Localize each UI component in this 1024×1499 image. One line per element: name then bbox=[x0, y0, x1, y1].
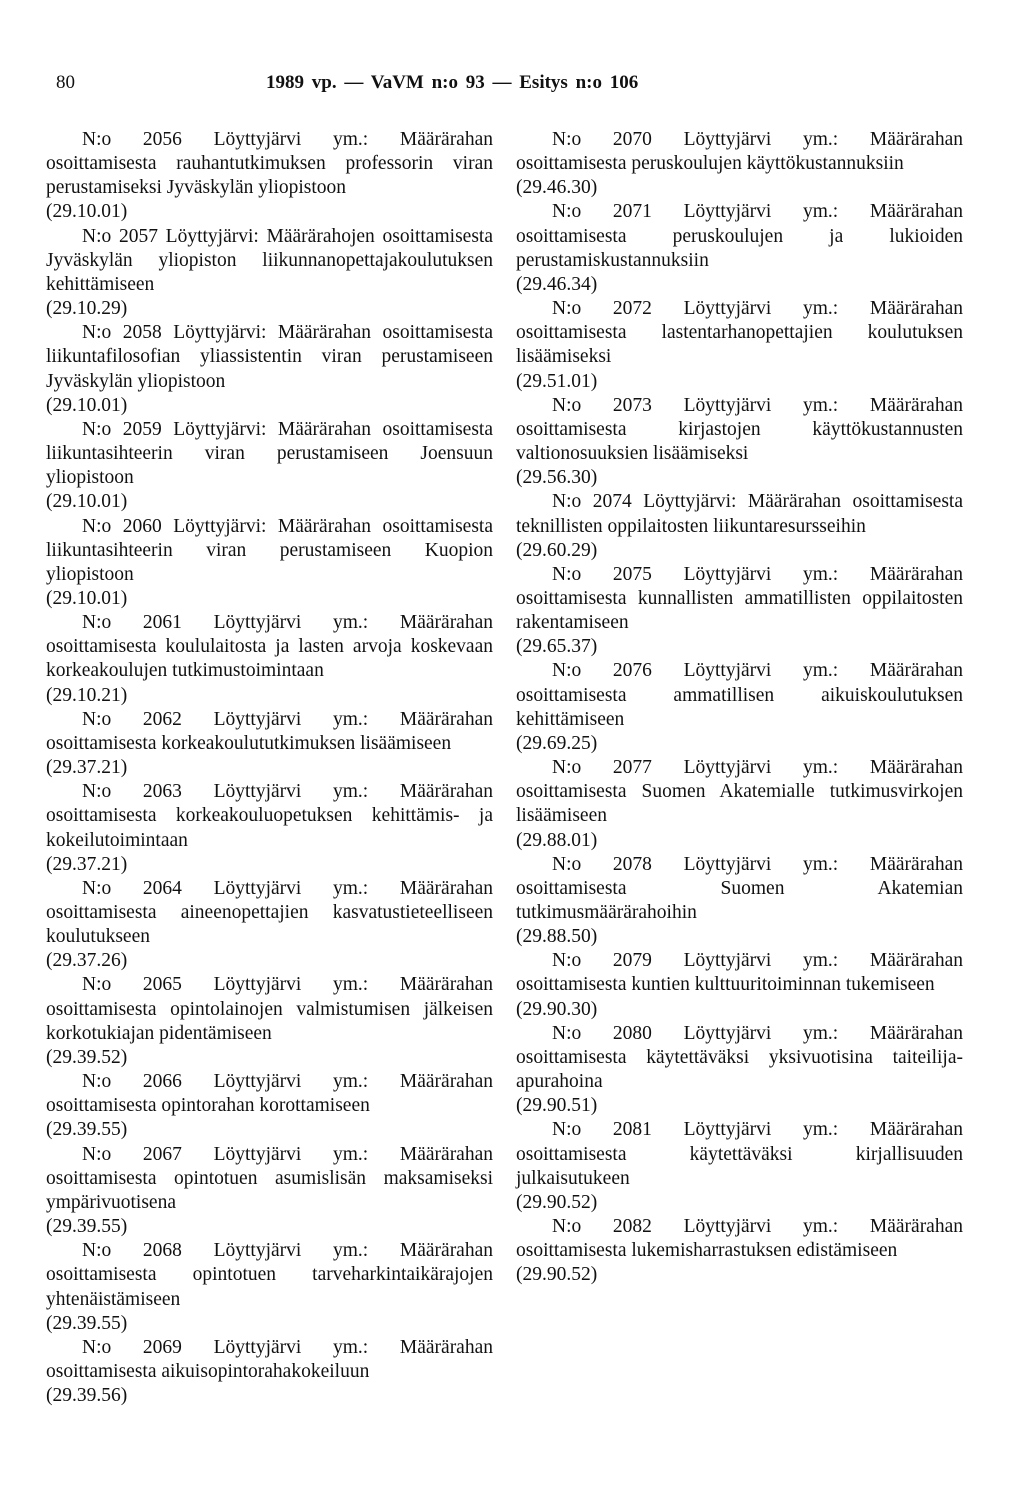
motion-entry bbox=[46, 321, 493, 418]
budget-reference: (29.56.30) bbox=[516, 467, 598, 489]
motion-text: N:o 2073 Löyttyjärvi ym.: Määrärahan osoittamisesta kirjastojen käyttökustannusten valtionosuuksien lisäämiseksi bbox=[516, 394, 963, 465]
motion-entry bbox=[46, 708, 493, 780]
budget-reference: (29.39.52) bbox=[46, 1046, 128, 1068]
motion-text: N:o 2069 Löyttyjärvi ym.: Määrärahan osoittamisesta aikuisopintorahakokeiluun bbox=[46, 1336, 493, 1382]
motion-text: N:o 2067 Löyttyjärvi ym.: Määrärahan osoittamisesta opintotuen asumislisän maksamiseksi ympärivuotisena bbox=[46, 1143, 493, 1213]
motion-entry bbox=[516, 490, 963, 562]
budget-reference: (29.39.55) bbox=[46, 1312, 128, 1334]
budget-reference: (29.90.52) bbox=[516, 1191, 598, 1213]
budget-reference: (29.37.21) bbox=[46, 757, 128, 779]
budget-reference: (29.39.55) bbox=[46, 1119, 128, 1141]
budget-reference: (29.37.26) bbox=[46, 950, 128, 972]
motion-text: N:o 2061 Löyttyjärvi ym.: Määrärahan osoittamisesta koululaitosta ja lasten arvoja koskevaan korkeakoulujen tutkimustoimintaan bbox=[46, 612, 493, 682]
motion-entry bbox=[46, 128, 493, 225]
motion-text: N:o 2082 Löyttyjärvi ym.: Määrärahan osoittamisesta lukemisharrastuksen edistämiseen bbox=[516, 1216, 963, 1262]
motion-text: N:o 2065 Löyttyjärvi ym.: Määrärahan osoittamisesta opintolainojen valmistumisen jälkeisen korkotukiajan pidentämiseen bbox=[46, 974, 493, 1044]
motion-entry bbox=[516, 128, 963, 200]
motion-entry bbox=[46, 877, 493, 974]
motion-text: N:o 2070 Löyttyjärvi ym.: Määrärahan osoittamisesta peruskoulujen käyttökustannuksiin bbox=[516, 129, 963, 175]
budget-reference: (29.37.21) bbox=[46, 853, 128, 875]
budget-reference: (29.10.01) bbox=[46, 201, 128, 223]
budget-reference: (29.65.37) bbox=[516, 636, 598, 658]
right-column bbox=[516, 128, 963, 1288]
motion-text: N:o 2079 Löyttyjärvi ym.: Määrärahan osoittamisesta kuntien kulttuuritoiminnan tukemiseen bbox=[516, 950, 963, 996]
budget-reference: (29.88.01) bbox=[516, 829, 598, 851]
motion-text: N:o 2058 Löyttyjärvi: Määrärahan osoittamisesta liikuntafilosofian yliassistentin viran perustamiseen Jyväskylän yliopistoon bbox=[46, 322, 493, 392]
motion-entry bbox=[516, 563, 963, 660]
motion-entry bbox=[46, 418, 493, 515]
budget-reference: (29.10.01) bbox=[46, 394, 128, 416]
motion-text: N:o 2075 Löyttyjärvi ym.: Määrärahan osoittamisesta kunnallisten ammatillisten oppilaitosten rakentamiseen bbox=[516, 563, 963, 634]
motion-entry bbox=[46, 1239, 493, 1336]
motion-entry bbox=[46, 515, 493, 612]
motion-text: N:o 2068 Löyttyjärvi ym.: Määrärahan osoittamisesta opintotuen tarveharkintaikärajojen yhtenäistämiseen bbox=[46, 1240, 493, 1310]
motion-text: N:o 2081 Löyttyjärvi ym.: Määrärahan osoittamisesta käytettäväksi kirjallisuuden julkaisutukeen bbox=[516, 1119, 963, 1189]
budget-reference: (29.90.51) bbox=[516, 1095, 598, 1117]
motion-entry bbox=[516, 1118, 963, 1215]
budget-reference: (29.10.01) bbox=[46, 587, 128, 609]
budget-reference: (29.90.30) bbox=[516, 998, 598, 1020]
motion-entry bbox=[516, 853, 963, 950]
budget-reference: (29.90.52) bbox=[516, 1264, 598, 1286]
motion-text: N:o 2063 Löyttyjärvi ym.: Määrärahan osoittamisesta korkeakouluopetuksen kehittämis- ja kokeilutoimintaan bbox=[46, 781, 493, 851]
motion-entry bbox=[516, 756, 963, 853]
motion-text: N:o 2057 Löyttyjärvi: Määrärahojen osoittamisesta Jyväskylän yliopiston liikunnanopettajakoulutuksen kehittämiseen bbox=[46, 225, 493, 295]
budget-reference: (29.10.01) bbox=[46, 491, 128, 513]
motion-text: N:o 2066 Löyttyjärvi ym.: Määrärahan osoittamisesta opintorahan korottamiseen bbox=[46, 1071, 493, 1117]
motion-entry bbox=[46, 780, 493, 877]
budget-reference: (29.69.25) bbox=[516, 732, 598, 754]
page-number: 80 bbox=[56, 72, 75, 93]
budget-reference: (29.51.01) bbox=[516, 370, 598, 392]
budget-reference: (29.60.29) bbox=[516, 539, 598, 561]
motion-text: N:o 2059 Löyttyjärvi: Määrärahan osoittamisesta liikuntasihteerin viran perustamiseen Joensuun yliopistoon bbox=[46, 418, 493, 489]
motion-entry bbox=[516, 394, 963, 491]
motion-text: N:o 2080 Löyttyjärvi ym.: Määrärahan osoittamisesta käytettäväksi yksivuotisina taiteilija-apurahoina bbox=[516, 1022, 963, 1093]
motion-entry bbox=[46, 1336, 493, 1408]
motion-entry bbox=[46, 225, 493, 322]
running-header: 1989 vp. — VaVM n:o 93 — Esitys n:o 106 bbox=[266, 72, 639, 93]
budget-reference: (29.88.50) bbox=[516, 926, 598, 948]
motion-text: N:o 2060 Löyttyjärvi: Määrärahan osoittamisesta liikuntasihteerin viran perustamiseen Kuopion yliopistoon bbox=[46, 515, 493, 585]
budget-reference: (29.39.56) bbox=[46, 1385, 128, 1407]
motion-entry bbox=[46, 611, 493, 708]
motion-text: N:o 2078 Löyttyjärvi ym.: Määrärahan osoittamisesta Suomen Akatemian tutkimusmäärärahoihin bbox=[516, 853, 963, 923]
motion-text: N:o 2064 Löyttyjärvi ym.: Määrärahan osoittamisesta aineenopettajien kasvatustieteelliseen koulutukseen bbox=[46, 877, 493, 948]
motion-text: N:o 2062 Löyttyjärvi ym.: Määrärahan osoittamisesta korkeakoulututkimuksen lisäämiseen bbox=[46, 708, 493, 754]
motion-entry bbox=[516, 297, 963, 394]
budget-reference: (29.46.30) bbox=[516, 177, 598, 199]
motion-entry bbox=[46, 1070, 493, 1142]
motion-text: N:o 2076 Löyttyjärvi ym.: Määrärahan osoittamisesta ammatillisen aikuiskoulutuksen kehittämiseen bbox=[516, 660, 963, 730]
motion-entry bbox=[516, 659, 963, 756]
budget-reference: (29.39.55) bbox=[46, 1216, 128, 1238]
motion-text: N:o 2077 Löyttyjärvi ym.: Määrärahan osoittamisesta Suomen Akatemialle tutkimusvirkojen lisäämiseen bbox=[516, 757, 963, 827]
motion-text: N:o 2056 Löyttyjärvi ym.: Määrärahan osoittamisesta rauhantutkimuksen professorin viran perustamiseksi Jyväskylän yliopistoon bbox=[46, 129, 493, 199]
budget-reference: (29.10.29) bbox=[46, 298, 128, 320]
motion-entry bbox=[46, 973, 493, 1070]
left-column bbox=[46, 128, 493, 1408]
budget-reference: (29.10.21) bbox=[46, 684, 128, 706]
motion-entry bbox=[516, 1215, 963, 1287]
motion-entry bbox=[46, 1143, 493, 1240]
motion-entry bbox=[516, 949, 963, 1021]
budget-reference: (29.46.34) bbox=[516, 273, 598, 295]
motion-entry bbox=[516, 200, 963, 297]
motion-text: N:o 2071 Löyttyjärvi ym.: Määrärahan osoittamisesta peruskoulujen ja lukioiden perustamiskustannuksiin bbox=[516, 201, 963, 271]
motion-text: N:o 2074 Löyttyjärvi: Määrärahan osoittamisesta teknillisten oppilaitosten liikuntaresursseihin bbox=[516, 491, 963, 537]
motion-text: N:o 2072 Löyttyjärvi ym.: Määrärahan osoittamisesta lastentarhanopettajien koulutuksen lisäämiseksi bbox=[516, 298, 963, 368]
motion-entry bbox=[516, 1022, 963, 1119]
